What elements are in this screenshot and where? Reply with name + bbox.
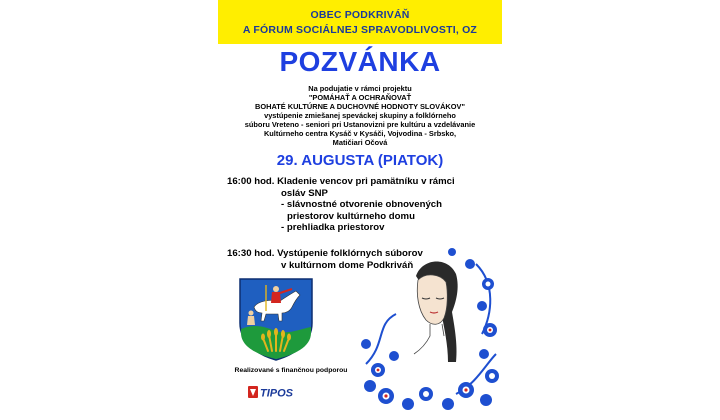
program-line: osláv SNP bbox=[281, 187, 328, 199]
funding-support-text: Realizované s finančnou podporou bbox=[234, 367, 348, 374]
event-date: 29. AUGUSTA (PIATOK) bbox=[276, 152, 444, 169]
banner-line-2: A FÓRUM SOCIÁLNEJ SPRAVODLIVOSTI, OZ bbox=[242, 24, 478, 36]
invitation-poster bbox=[218, 0, 502, 420]
program-line: 16:00 hod. Kladenie vencov pri pamätníku v rámci bbox=[227, 176, 455, 187]
folk-art-illustration bbox=[356, 244, 502, 414]
program-line: - slávnostné otvorenie obnovených bbox=[281, 199, 442, 210]
intro-text bbox=[218, 84, 502, 147]
program-line: 16:30 hod. Vystúpenie folklórnych súborov bbox=[227, 248, 423, 259]
intro-line: "POMÁHAŤ A OCHRAŇOVAŤ bbox=[308, 93, 412, 102]
tipos-logo-text: TIPOS bbox=[260, 387, 294, 399]
program-line: priestorov kultúrneho domu bbox=[287, 210, 415, 222]
banner-line-1: OBEC PODKRIVÁŇ bbox=[310, 9, 410, 21]
program-line: - prehliadka priestorov bbox=[281, 222, 385, 233]
intro-line: súboru Vreteno - seniori pri Ustanovizni pre kultúru a vzdelávanie bbox=[244, 120, 476, 129]
intro-line: Matičiari Očová bbox=[332, 138, 388, 147]
poster-title: POZVÁNKA bbox=[279, 46, 441, 77]
tipos-logo bbox=[248, 385, 302, 399]
header-banner bbox=[218, 0, 502, 44]
intro-line: Na podujatie v rámci projektu bbox=[308, 84, 412, 93]
coat-of-arms-image bbox=[236, 277, 316, 361]
intro-line: vystúpenie zmiešanej speváckej skupiny a folklórneho bbox=[264, 111, 456, 120]
program-item-1 bbox=[227, 176, 455, 234]
intro-line: Kultúrneho centra Kysáč v Kysáči, Vojvodina - Srbsko, bbox=[263, 129, 457, 138]
program-line: v kultúrnom dome Podkriváň bbox=[281, 259, 414, 271]
intro-line: BOHATÉ KULTÚRNE A DUCHOVNÉ HODNOTY SLOVÁKOV" bbox=[255, 102, 465, 111]
